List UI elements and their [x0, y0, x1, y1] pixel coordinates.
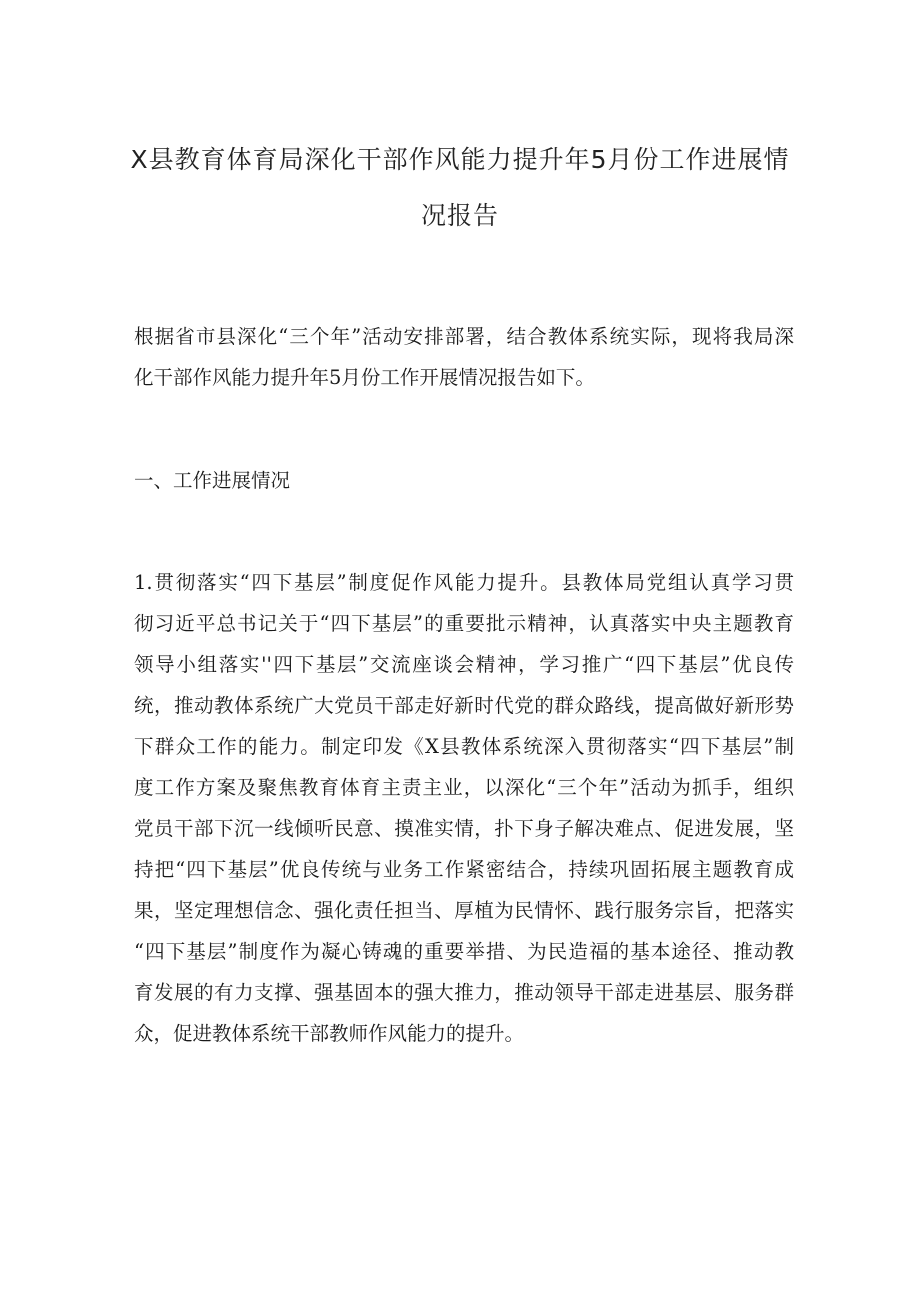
item1-line: 党员干部下沉一线倾听民意、摸准实情，扑下身子解决难点、促进发展，坚	[134, 817, 794, 840]
item1-line: “四下基层”制度作为凝心铸魂的重要举措、为民造福的基本途径、推动教	[134, 940, 794, 963]
item1-line: 下群众工作的能力。制定印发《X县教体系统深入贯彻落实“四下基层”制	[134, 735, 794, 758]
item1-line: 众，促进教体系统干部教师作风能力的提升。	[134, 1022, 525, 1045]
item1-line: 持把“四下基层”优良传统与业务工作紧密结合，持续巩固拓展主题教育成	[134, 858, 794, 881]
document-title-line-1: X县教育体育局深化干部作风能力提升年5月份工作进展情	[130, 145, 790, 174]
item1-line: 果，坚定理想信念、强化责任担当、厚植为民情怀、践行服务宗旨，把落实	[134, 899, 794, 922]
item1-line: 统，推动教体系统广大党员干部走好新时代党的群众路线，提高做好新形势	[134, 694, 794, 717]
item1-line: 领导小组落实''四下基层”交流座谈会精神，学习推广“四下基层”优良传	[134, 653, 794, 676]
intro-line: 根据省市县深化“三个年”活动安排部署，结合教体系统实际，现将我局深	[134, 325, 794, 348]
section-heading-text: 一、工作进展情况	[134, 469, 291, 492]
intro-paragraph	[134, 316, 794, 398]
intro-line: 化干部作风能力提升年5月份工作开展情况报告如下。	[134, 366, 595, 389]
document-title-line-2: 况报告	[420, 201, 499, 230]
item1-line: 1.贯彻落实“四下基层”制度促作风能力提升。县教体局党组认真学习贯	[134, 571, 794, 594]
item1-line: 度工作方案及聚焦教育体育主责主业，以深化“三个年”活动为抓手，组织	[134, 776, 794, 799]
item1-paragraph	[134, 562, 794, 1054]
item1-line: 彻习近平总书记关于“四下基层”的重要批示精神，认真落实中央主题教育	[134, 612, 794, 635]
item1-line: 育发展的有力支撑、强基固本的强大推力，推动领导干部走进基层、服务群	[134, 981, 794, 1004]
section-heading	[134, 460, 794, 501]
